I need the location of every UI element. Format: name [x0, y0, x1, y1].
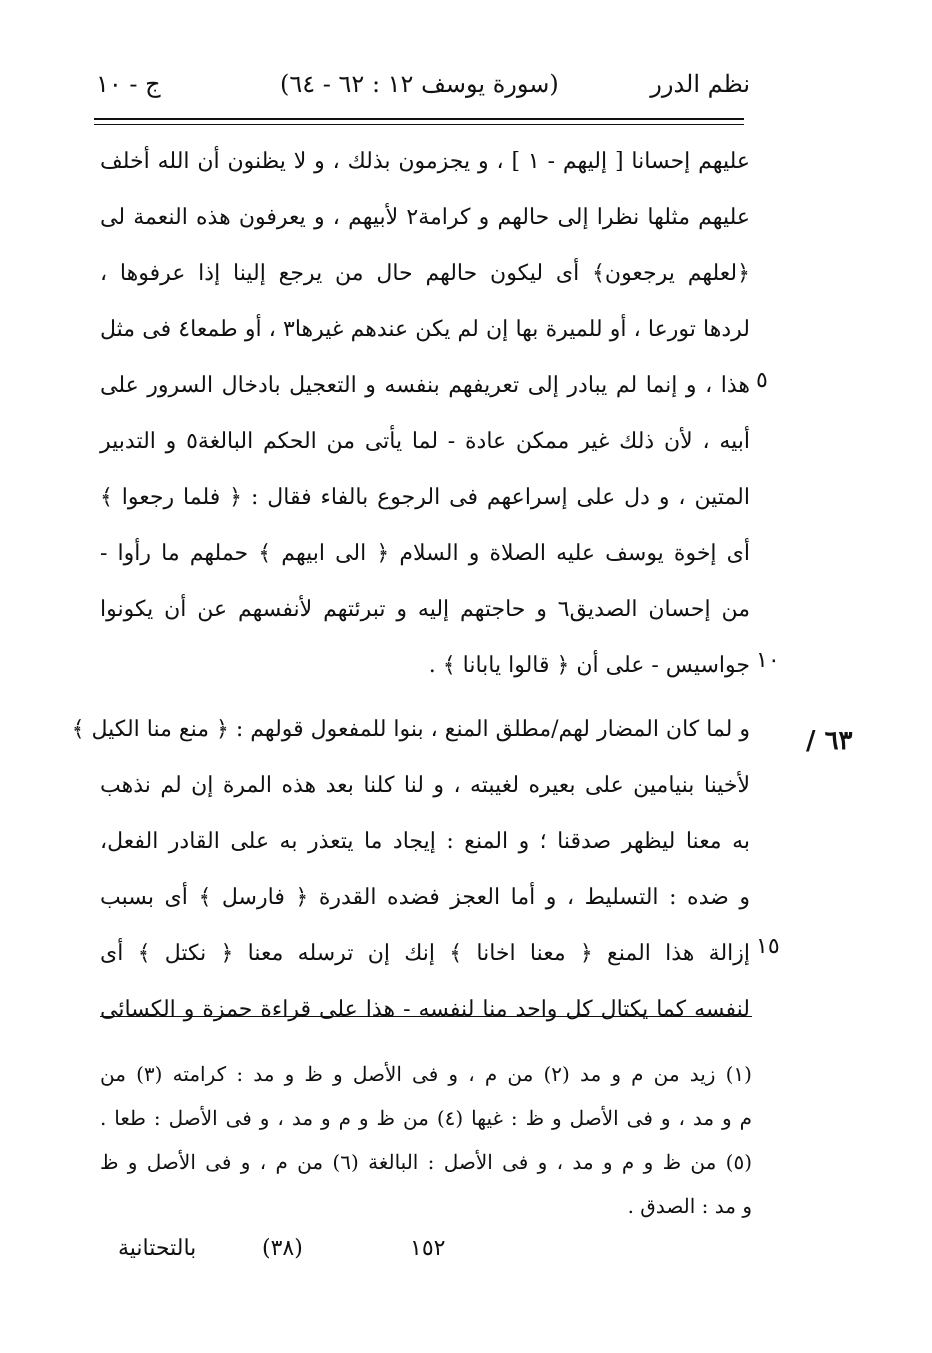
text-line: ﴿لعلهم يرجعون﴾ أى ليكون حالهم حال من يرجع إلينا إذا عرفوها ،	[100, 261, 750, 286]
sura-reference: (سورة يوسف ١٢ : ٦٢ - ٦٤)	[280, 70, 559, 98]
page-number: ١٥٢	[410, 1236, 446, 1261]
footnote-line: و مد : الصدق .	[627, 1194, 752, 1218]
paragraph-gap	[100, 694, 750, 702]
footnotes	[100, 1052, 752, 1228]
text-line: جواسيس - على أن ﴿ قالوا يابانا ﴾ .	[428, 653, 750, 678]
manuscript-folio-note: ٦٣ /	[806, 726, 853, 756]
text-line: لأخينا بنيامين على بعيره لغيبته ، و لنا كلنا بعد هذه المرة إن لم نذهب	[100, 773, 750, 798]
text-line: و ضده : التسليط ، و أما العجز فضده القدرة ﴿ فارسل ﴾ أى بسبب	[100, 885, 750, 910]
text-line: عليهم إحسانا [ إليهم - ١ ] ، و يجزمون بذلك ، و لا يظنون أن الله أخلف	[100, 149, 750, 174]
text-line: أبيه ، لأن ذلك غير ممكن عادة - لما يأتى من الحكم البالغة٥ و التدبير	[100, 429, 750, 454]
footnote-line: (٥) من ظ و م و مد ، و فى الأصل : البالغة (٦) من م ، و فى الأصل و ظ	[100, 1150, 752, 1174]
header-rule-thick	[94, 118, 744, 120]
line-number-15: ١٥	[756, 934, 780, 959]
footnote-line: م و مد ، و فى الأصل و ظ : غيها (٤) من ظ و م و مد ، و فى الأصل : طعا .	[100, 1106, 753, 1130]
running-title: نظم الدرر	[650, 70, 750, 98]
text-line: به معنا ليظهر صدقنا ؛ و المنع : إيجاد ما يتعذر به على القادر الفعل،	[100, 829, 750, 854]
text-line: لنفسه كما يكتال كل واحد منا لنفسه - هذا على قراءة حمزة و الكسائى	[100, 997, 750, 1022]
catchword: بالتحتانية	[118, 1236, 197, 1261]
text-line: المتين ، و دل على إسراعهم فى الرجوع بالفاء فقال : ﴿ فلما رجعوا ﴾	[100, 485, 750, 510]
footnote-rule	[100, 1016, 752, 1017]
text-line: من إحسان الصديق٦ و حاجتهم إليه و تبرئتهم لأنفسهم عن أن يكونوا	[100, 597, 750, 622]
text-line: لردها تورعا ، أو للميرة بها إن لم يكن عندهم غيرها٣ ، أو طمعا٤ فى مثل	[100, 317, 750, 342]
main-text	[71, 134, 750, 1038]
text-line: و لما كان المضار لهم/مطلق المنع ، بنوا للمفعول قولهم : ﴿ منع منا الكيل ﴾	[71, 717, 750, 742]
header-rule-thin	[94, 124, 744, 125]
footnote-line: (١) زيد من م و مد (٢) من م ، و فى الأصل و ظ و مد : كرامته (٣) من	[100, 1062, 752, 1086]
text-line: هذا ، و إنما لم يبادر إلى تعريفهم بنفسه و التعجيل بادخال السرور على	[100, 373, 750, 398]
line-number-10: ١٠	[756, 648, 780, 673]
text-line: أى إخوة يوسف عليه الصلاة و السلام ﴿ الى ابيهم ﴾ حملهم ما رأوا -	[100, 541, 750, 566]
text-line: إزالة هذا المنع ﴿ معنا اخانا ﴾ إنك إن ترسله معنا ﴿ نكتل ﴾ أى	[100, 941, 750, 966]
signature-mark: (٣٨)	[262, 1236, 303, 1261]
volume-number: ج - ١٠	[96, 70, 161, 98]
line-number-5: ٥	[756, 368, 768, 393]
text-line: عليهم مثلها نظرا إلى حالهم و كرامة٢ لأبيهم ، و يعرفون هذه النعمة لى	[100, 205, 750, 230]
